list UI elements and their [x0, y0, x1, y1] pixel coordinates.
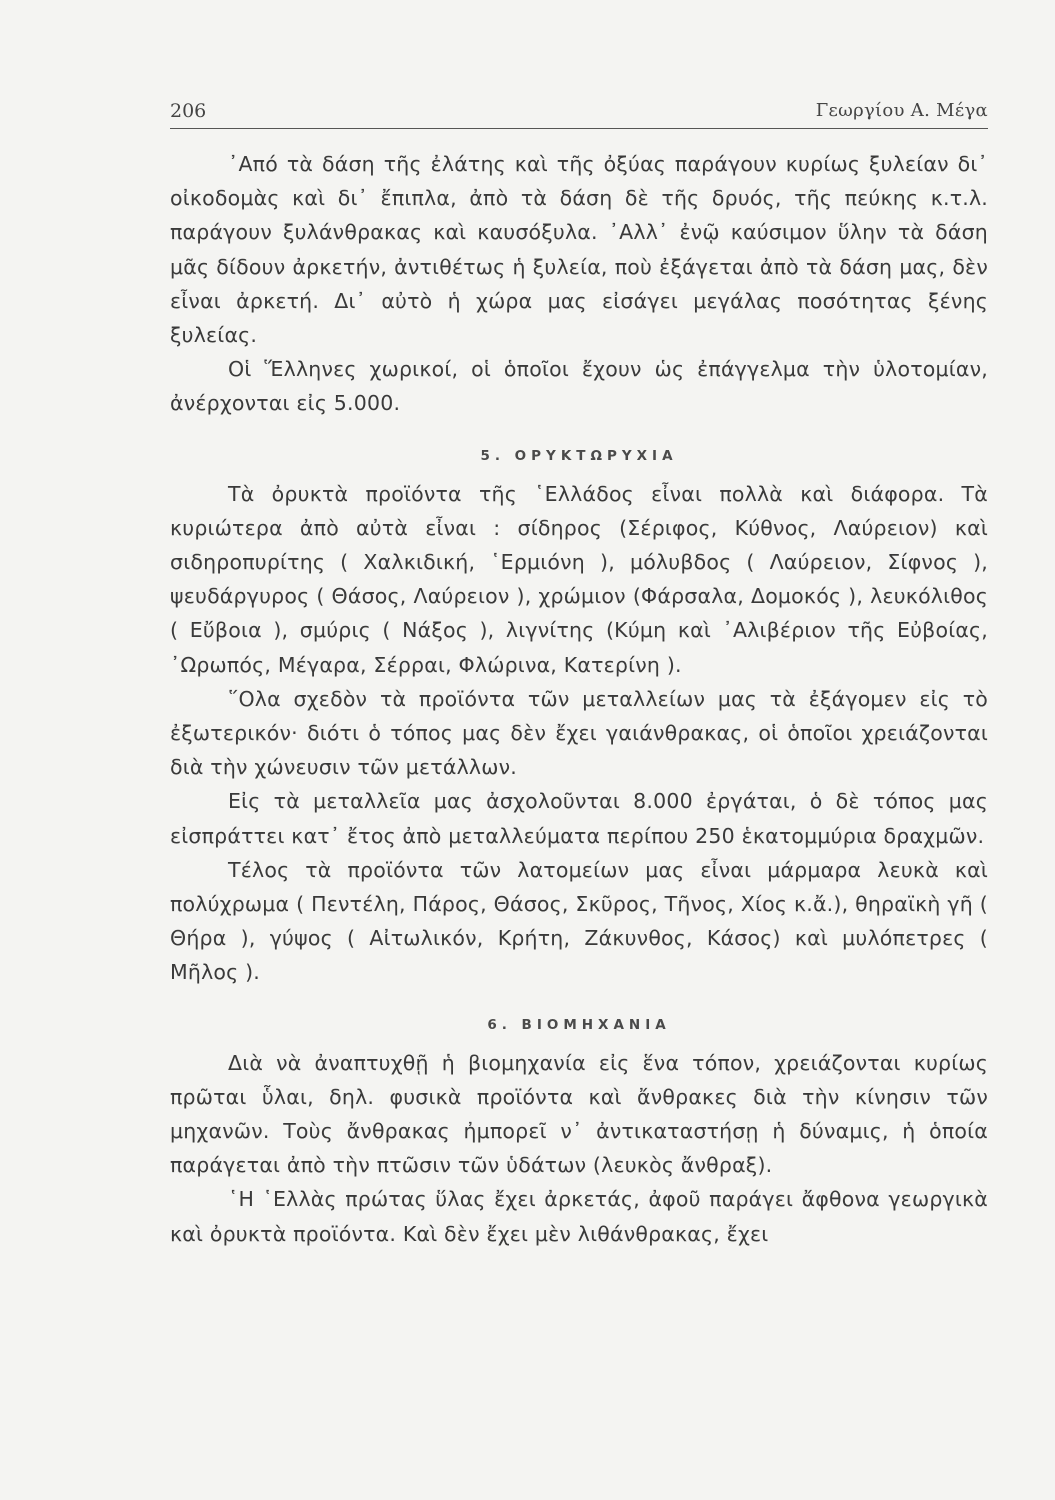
section-heading-industry: 6. ΒΙΟΜΗΧΑΝΙΑ	[487, 1016, 671, 1033]
paragraph: Διὰ νὰ ἀναπτυχθῇ ἡ βιομηχανία εἰς ἕνα τόπον, χρειάζονται κυρίως πρῶται ὗλαι, δηλ. φυσικὰ προϊόντα καὶ ἄνθρακες διὰ τὴν κίνησιν τῶν μηχανῶν. Τοὺς ἄνθρακας ἠμπορεῖ ν᾿ ἀντικαταστήσῃ ἡ δύναμις, ἡ ὁποία παράγεται ἀπὸ τὴν πτῶσιν τῶν ὑδάτων (λευκὸς ἄνθραξ).	[170, 1050, 988, 1178]
paragraph: Τέλος τὰ προϊόντα τῶν λατομείων μας εἶναι μάρμαρα λευκὰ καὶ πολύχρωμα ( Πεντέλη, Πάρος, Θάσος, Σκῦρος, Τῆνος, Χίος κ.ἄ.), θηραϊκὴ γῆ ( Θήρα ), γύψος ( Αἰτωλικόν, Κρήτη, Ζάκυνθος, Κάσος) καὶ μυλόπετρες ( Μῆλος ).	[170, 857, 988, 985]
paragraph: ῞Ολα σχεδὸν τὰ προϊόντα τῶν μεταλλείων μας τὰ ἐξάγομεν εἰς τὸ ἐξωτερικόν· διότι ὁ τόπος μας δὲν ἔχει γαιάνθρακας, οἱ ὁποῖοι χρειάζονται διὰ τὴν χώνευσιν τῶν μετάλλων.	[170, 686, 988, 780]
page-header	[170, 98, 988, 129]
paragraph: Τὰ ὀρυκτὰ προϊόντα τῆς ῾Ελλάδος εἶναι πολλὰ καὶ διάφορα. Τὰ κυριώτερα ἀπὸ αὐτὰ εἶναι : σίδηρος (Σέριφος, Κύθνος, Λαύρειον) καὶ σιδηροπυρίτης ( Χαλκιδική, ῾Ερμιόνη ), μόλυβδος ( Λαύρειον, Σίφνος ), ψευδάργυρος ( Θάσος, Λαύρειον ), χρώμιον (Φάρσαλα, Δομοκός ), λευκόλιθος ( Εὔβοια ), σμύρις ( Νάξος ), λιγνίτης (Κύμη καὶ ᾿Αλιβέριον τῆς Εὐβοίας, ᾿Ωρωπός, Μέγαρα, Σέρραι, Φλώρινα, Κατερίνη ).	[170, 481, 988, 677]
section-heading-mining: 5. ΟΡΥΚΤΩΡΥΧΙΑ	[480, 447, 678, 464]
paragraph: Οἱ Ἕλληνες χωρικοί, οἱ ὁποῖοι ἔχουν ὡς ἐπάγγελμα τὴν ὑλοτομίαν, ἀνέρχονται εἰς 5.000.	[170, 357, 988, 416]
running-head: Γεωργίου Α. Μέγα	[815, 100, 988, 121]
body-text	[170, 147, 988, 1251]
page-number: 206	[170, 100, 207, 122]
paragraph: ᾿Από τὰ δάση τῆς ἐλάτης καὶ τῆς ὀξύας παράγουν κυρίως ξυλείαν δι᾿ οἰκοδομὰς καὶ δι᾿ ἔπιπλα, ἀπὸ τὰ δάση δὲ τῆς δρυός, τῆς πεύκης κ.τ.λ. παράγουν ξυλάνθρακας καὶ καυσόξυλα. ᾿Αλλ᾿ ἐνῷ καύσιμον ὕλην τὰ δάση μᾶς δίδουν ἀρκετήν, ἀντιθέτως ἡ ξυλεία, ποὺ ἐξάγεται ἀπὸ τὰ δάση μας, δὲν εἶναι ἀρκετή. Δι᾿ αὐτὸ ἡ χώρα μας εἰσάγει μεγάλας ποσότητας ξένης ξυλείας.	[170, 152, 988, 348]
paragraph: ῾Η ῾Ελλὰς πρώτας ὕλας ἔχει ἀρκετάς, ἀφοῦ παράγει ἄφθονα γεωργικὰ καὶ ὀρυκτὰ προϊόντα. Καὶ δὲν ἔχει μὲν λιθάνθρακας, ἔχει	[170, 1187, 988, 1246]
paragraph: Εἰς τὰ μεταλλεῖα μας ἀσχολοῦνται 8.000 ἐργάται, ὁ δὲ τόπος μας εἰσπράττει κατ᾿ ἔτος ἀπὸ μεταλλεύματα περίπου 250 ἑκατομμύρια δραχμῶν.	[170, 789, 988, 848]
